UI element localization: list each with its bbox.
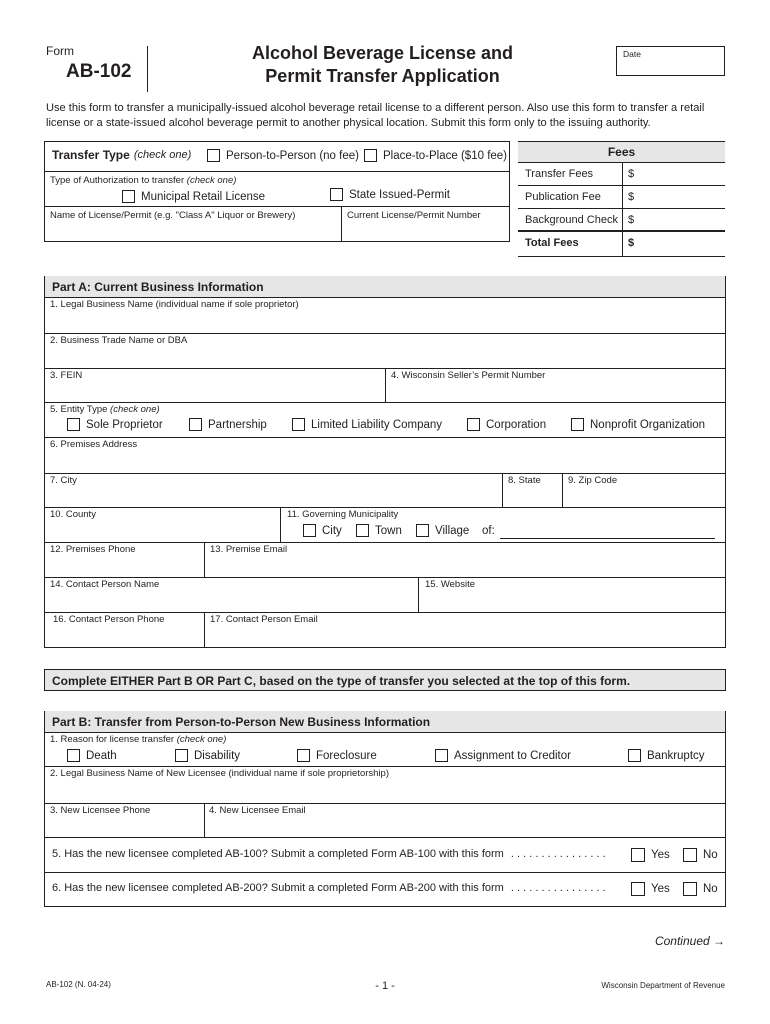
new-licensee-phone-field[interactable] xyxy=(44,804,205,838)
option-label: Person-to-Person (no fee) xyxy=(226,149,359,162)
fee-row-publication[interactable] xyxy=(518,186,725,209)
city-field[interactable] xyxy=(44,474,503,508)
q6-no[interactable] xyxy=(683,882,718,896)
field-label: 15. Website xyxy=(425,579,475,590)
reason-option-disability[interactable] xyxy=(175,749,240,762)
option-label: State Issued-Permit xyxy=(349,188,450,201)
county-field[interactable] xyxy=(44,508,281,543)
option-label: Sole Proprietor xyxy=(86,418,163,431)
fee-label: Background Check xyxy=(525,214,618,226)
field-label: 10. County xyxy=(50,509,96,520)
field-label: 2. Legal Business Name of New Licensee (individual name if sole proprietorship) xyxy=(50,768,390,779)
fees-header xyxy=(518,141,725,163)
transfer-type-hint: (check one) xyxy=(133,149,192,161)
option-label: Assignment to Creditor xyxy=(454,749,571,762)
transfer-option-place-to-place[interactable] xyxy=(364,149,507,162)
option-label: Foreclosure xyxy=(316,749,377,762)
transfer-type-label: Transfer Type xyxy=(52,148,130,162)
checkbox[interactable] xyxy=(631,848,645,862)
premises-address-field[interactable] xyxy=(44,438,726,474)
reason-label: 1. Reason for license transfer xyxy=(50,734,175,745)
form-label: Form xyxy=(46,44,74,58)
zip-code-field[interactable] xyxy=(563,474,726,508)
fee-currency: $ xyxy=(628,214,635,226)
field-label: 4. New Licensee Email xyxy=(209,805,306,816)
auth-hint: (check one) xyxy=(186,175,237,186)
checkbox[interactable] xyxy=(292,418,305,431)
field-label: 3. FEIN xyxy=(50,370,83,381)
new-licensee-email-field[interactable] xyxy=(205,804,726,838)
new-licensee-name-field[interactable] xyxy=(44,767,726,804)
checkbox[interactable] xyxy=(416,524,429,537)
website-field[interactable] xyxy=(419,578,726,613)
premise-email-field[interactable] xyxy=(205,543,726,578)
contact-email-field[interactable] xyxy=(205,613,726,648)
field-label xyxy=(50,404,160,415)
checkbox[interactable] xyxy=(207,149,220,162)
of-label: of: xyxy=(482,525,495,537)
header-divider xyxy=(147,46,148,92)
intro-text: Use this form to transfer a municipally-issued alcohol beverage retail license to a different person. Also use this form to transfer a retail license or a state-issued alcohol beverage permit to another physical location. Submit this form only to the issuing authority. xyxy=(46,102,705,129)
auth-option-state[interactable] xyxy=(330,188,450,201)
field-label: 11. Governing Municipality xyxy=(287,509,399,520)
muni-option-city[interactable] xyxy=(303,524,342,537)
part-a-header xyxy=(44,276,726,298)
divider xyxy=(44,171,510,172)
current-number-field[interactable]: Current License/Permit Number xyxy=(347,210,481,221)
fee-row-total[interactable] xyxy=(518,232,725,257)
checkbox[interactable] xyxy=(67,418,80,431)
muni-option-town[interactable] xyxy=(356,524,402,537)
fee-currency: $ xyxy=(628,237,635,249)
option-label: Nonprofit Organization xyxy=(590,418,706,431)
reason-option-bankruptcy[interactable] xyxy=(628,749,705,762)
field-label: 12. Premises Phone xyxy=(50,544,136,555)
date-label: Date xyxy=(623,49,641,59)
entity-option-sole-proprietor[interactable] xyxy=(67,418,163,431)
form-code: AB-102 (N. 04-24) xyxy=(46,980,111,989)
trade-name-field[interactable] xyxy=(44,334,726,369)
reason-option-foreclosure[interactable] xyxy=(297,749,377,762)
checkbox[interactable] xyxy=(356,524,369,537)
fees-title: Fees xyxy=(607,145,636,159)
fein-field[interactable] xyxy=(44,369,386,403)
reason-option-death[interactable] xyxy=(67,749,117,762)
sellers-permit-field[interactable] xyxy=(386,369,726,403)
title-line-1: Alcohol Beverage License and xyxy=(251,43,514,63)
option-label: Disability xyxy=(194,749,241,762)
field-label: 4. Wisconsin Seller’s Permit Number xyxy=(391,370,546,381)
field-label: 6. Premises Address xyxy=(50,439,138,450)
question-6-text xyxy=(52,882,606,894)
checkbox[interactable] xyxy=(297,749,310,762)
checkbox[interactable] xyxy=(435,749,448,762)
checkbox[interactable] xyxy=(631,882,645,896)
checkbox[interactable] xyxy=(175,749,188,762)
municipality-name-line[interactable] xyxy=(500,538,715,539)
divider xyxy=(44,206,510,207)
field-label: 2. Business Trade Name or DBA xyxy=(50,335,188,346)
transfer-reason-field xyxy=(44,733,726,767)
option-label: Bankruptcy xyxy=(647,749,705,762)
field-label: 3. New Licensee Phone xyxy=(50,805,151,816)
fee-label: Transfer Fees xyxy=(525,168,594,180)
option-label: Partnership xyxy=(208,418,267,431)
question-6-row xyxy=(44,873,726,907)
option-label: Yes xyxy=(651,849,670,861)
option-label: Municipal Retail License xyxy=(141,190,266,203)
checkbox[interactable] xyxy=(67,749,80,762)
entity-option-llc[interactable] xyxy=(292,418,442,431)
authorization-label xyxy=(50,175,236,186)
option-label: Death xyxy=(86,749,117,762)
entity-type-hint: (check one) xyxy=(110,404,160,415)
license-name-field[interactable]: Name of License/Permit (e.g. "Class A" Liquor or Brewery) xyxy=(50,210,296,221)
checkbox[interactable] xyxy=(571,418,584,431)
option-label: No xyxy=(703,849,718,861)
checkbox[interactable] xyxy=(467,418,480,431)
form-number: AB-102 xyxy=(66,61,132,82)
page-number: - 1 - xyxy=(375,980,395,992)
either-notice-text: Complete EITHER Part B OR Part C, based on the type of transfer you selected at the top of this form. xyxy=(52,674,631,688)
checkbox[interactable] xyxy=(628,749,641,762)
q5-yes[interactable] xyxy=(631,848,670,862)
option-label: Corporation xyxy=(486,418,547,431)
transfer-option-person-to-person[interactable] xyxy=(207,149,359,162)
title-line-2: Permit Transfer Application xyxy=(265,66,500,86)
divider-vertical xyxy=(341,206,342,242)
option-label: Yes xyxy=(651,883,670,895)
entity-option-partnership[interactable] xyxy=(189,418,267,431)
question-text: 6. Has the new licensee completed AB-200? Submit a completed Form AB-200 with this form xyxy=(52,882,504,894)
legal-business-name-field[interactable] xyxy=(44,298,726,334)
auth-label-text: Type of Authorization to transfer xyxy=(50,175,185,186)
checkbox[interactable] xyxy=(189,418,202,431)
continued-label: Continued → xyxy=(654,934,725,948)
field-label: 9. Zip Code xyxy=(568,475,618,486)
field-label: 1. Legal Business Name (individual name if sole proprietor) xyxy=(50,299,299,310)
entity-type-label: 5. Entity Type xyxy=(50,404,108,415)
transfer-type-row xyxy=(52,148,191,162)
option-label: Place-to-Place ($10 fee) xyxy=(383,149,508,162)
checkbox[interactable] xyxy=(330,188,343,201)
checkbox[interactable] xyxy=(683,848,697,862)
part-b-title: Part B: Transfer from Person-to-Person New Business Information xyxy=(52,715,431,729)
field-label: 16. Contact Person Phone xyxy=(53,614,165,625)
contact-phone-field[interactable] xyxy=(44,613,205,648)
option-label: Town xyxy=(375,524,402,537)
checkbox[interactable] xyxy=(364,149,377,162)
part-a-title: Part A: Current Business Information xyxy=(52,280,264,294)
entity-option-corporation[interactable] xyxy=(467,418,546,431)
question-text: 5. Has the new licensee completed AB-100? Submit a completed Form AB-100 with this form xyxy=(52,848,504,860)
either-notice-banner xyxy=(44,669,726,691)
form-title xyxy=(190,42,575,88)
leader-dots: . . . . . . . . . . . . . . . . xyxy=(510,848,606,860)
field-label xyxy=(50,734,226,745)
muni-option-village[interactable] xyxy=(416,524,469,537)
field-label: 13. Premise Email xyxy=(210,544,288,555)
reason-hint: (check one) xyxy=(176,734,227,745)
field-label: 7. City xyxy=(50,475,77,486)
fee-label: Total Fees xyxy=(525,237,579,249)
field-label: 17. Contact Person Email xyxy=(210,614,318,625)
fee-label: Publication Fee xyxy=(525,191,601,203)
q6-yes[interactable] xyxy=(631,882,670,896)
field-label: 14. Contact Person Name xyxy=(50,579,160,590)
fee-currency: $ xyxy=(628,191,635,203)
q5-no[interactable] xyxy=(683,848,718,862)
option-label: City xyxy=(322,524,342,537)
checkbox[interactable] xyxy=(303,524,316,537)
fee-row-background-check[interactable] xyxy=(518,209,725,232)
option-label: Limited Liability Company xyxy=(311,418,443,431)
question-5-row xyxy=(44,838,726,873)
fee-currency: $ xyxy=(628,168,635,180)
checkbox[interactable] xyxy=(683,882,697,896)
checkbox[interactable] xyxy=(122,190,135,203)
option-label: No xyxy=(703,883,718,895)
premises-phone-field[interactable] xyxy=(44,543,205,578)
reason-option-assignment[interactable] xyxy=(435,749,571,762)
agency-name: Wisconsin Department of Revenue xyxy=(601,981,725,990)
option-label: Village xyxy=(435,524,470,537)
field-label: 8. State xyxy=(508,475,541,486)
contact-name-field[interactable] xyxy=(44,578,419,613)
fee-row-transfer[interactable] xyxy=(518,163,725,186)
part-b-header xyxy=(44,711,726,733)
question-5-text xyxy=(52,848,606,860)
entity-option-nonprofit[interactable] xyxy=(571,418,705,431)
auth-option-municipal[interactable] xyxy=(122,190,265,203)
leader-dots: . . . . . . . . . . . . . . . . xyxy=(510,882,606,894)
state-field[interactable] xyxy=(503,474,563,508)
date-field[interactable] xyxy=(616,46,725,76)
